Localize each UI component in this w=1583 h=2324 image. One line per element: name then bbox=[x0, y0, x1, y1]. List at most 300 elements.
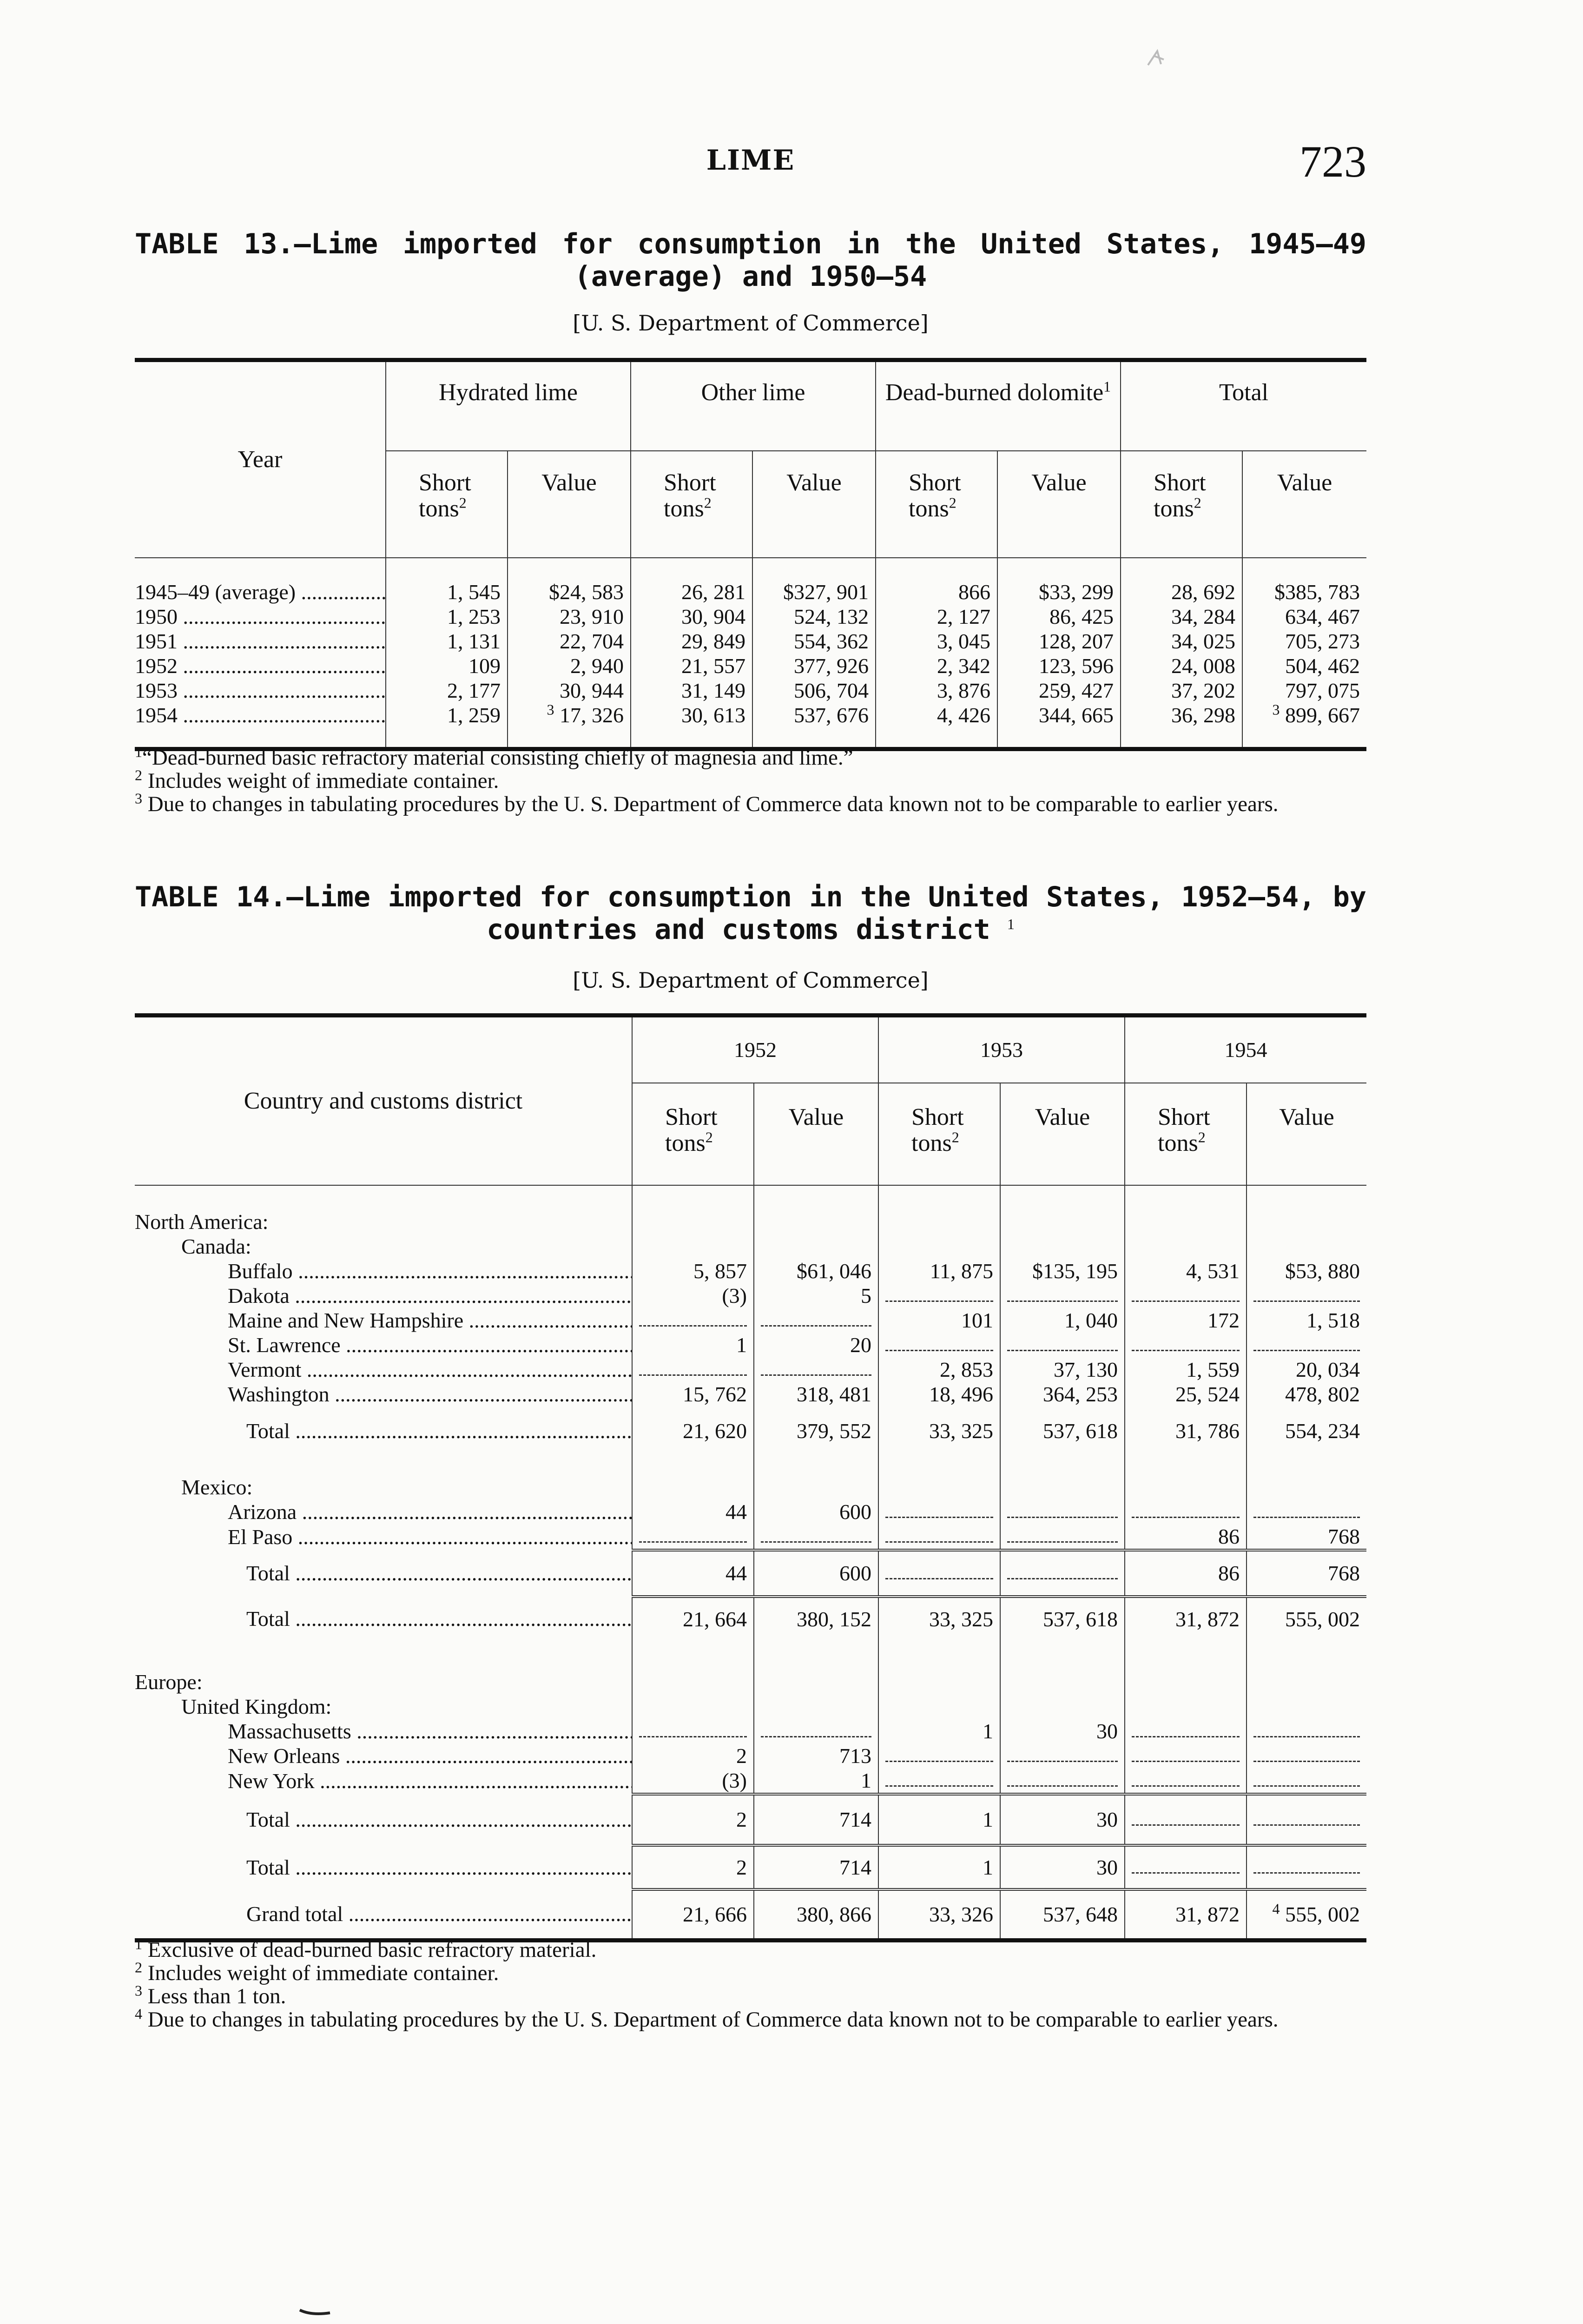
table14-stub-cell bbox=[135, 1357, 632, 1382]
table14-row bbox=[135, 1259, 1366, 1283]
table13-subheader-short bbox=[631, 451, 752, 558]
table14-row bbox=[135, 1845, 1366, 1889]
table14-cell bbox=[878, 1743, 1000, 1768]
table14-cell bbox=[1125, 1719, 1247, 1743]
table13-row bbox=[135, 703, 1366, 749]
table14-footnote bbox=[135, 2005, 1366, 2032]
table14-empty-dash bbox=[761, 1314, 871, 1327]
table14-value: 1 bbox=[736, 1333, 747, 1357]
table14-subheader-value: Value bbox=[1247, 1083, 1366, 1185]
table13-cell bbox=[752, 558, 876, 604]
table14-cell bbox=[1000, 1283, 1125, 1308]
table14-empty-dash bbox=[1253, 1750, 1360, 1762]
table13-subheader-value: Value bbox=[1242, 451, 1366, 558]
table13-cell bbox=[876, 629, 997, 654]
table14-empty-dash bbox=[1253, 1774, 1360, 1787]
table14-value: 21, 666 bbox=[683, 1902, 747, 1927]
table14-cell bbox=[878, 1719, 1000, 1743]
table13-cell bbox=[386, 558, 508, 604]
table14-empty-dash bbox=[1007, 1289, 1118, 1302]
table13-cell bbox=[508, 558, 631, 604]
table14-cell bbox=[754, 1406, 878, 1455]
table14-value: 31, 786 bbox=[1175, 1419, 1240, 1443]
table14-value: 11, 875 bbox=[930, 1259, 993, 1283]
table13-subheader-value: Value bbox=[752, 451, 876, 558]
table14-empty-dash bbox=[1007, 1530, 1118, 1543]
table14-footnote-mark: 1 bbox=[135, 1935, 142, 1953]
table13-value: 634, 467 bbox=[1285, 604, 1360, 628]
table14-stub-cell bbox=[135, 1406, 632, 1455]
table14-value: 1, 040 bbox=[1064, 1308, 1118, 1332]
table14-value: 37, 130 bbox=[1054, 1357, 1118, 1381]
table13-cell bbox=[1121, 558, 1242, 604]
table14-cell bbox=[1247, 1768, 1366, 1794]
table14-empty-dash bbox=[1132, 1289, 1240, 1302]
table14-cell bbox=[1247, 1719, 1366, 1743]
table13-subheader-short-label: Short tons bbox=[1154, 469, 1206, 522]
table13-year-header: Year bbox=[135, 360, 386, 558]
table14-cell bbox=[1247, 1259, 1366, 1283]
table14-cell bbox=[632, 1845, 754, 1889]
table13-footnote-ref: 3 bbox=[1272, 701, 1280, 718]
table13-cell bbox=[1121, 654, 1242, 678]
table14-cell bbox=[1247, 1333, 1366, 1357]
table14-value: 1 bbox=[983, 1855, 993, 1879]
table14-cell bbox=[878, 1283, 1000, 1308]
table14-value: 768 bbox=[1328, 1561, 1360, 1585]
table13-value: 21, 557 bbox=[681, 654, 745, 678]
table14-value: 21, 664 bbox=[683, 1607, 747, 1631]
table14-cell bbox=[1125, 1524, 1247, 1550]
table13-group-dolomite bbox=[876, 360, 1121, 451]
table13-cell bbox=[631, 703, 752, 749]
table13-cell bbox=[1121, 629, 1242, 654]
table14-group-label bbox=[135, 1694, 632, 1719]
table13-cell bbox=[997, 703, 1121, 749]
table13-value: 1, 253 bbox=[447, 604, 501, 628]
table14-cell bbox=[1247, 1889, 1366, 1941]
table13-caption-line1: TABLE 13.—Lime imported for consumption in the United States, 1945–49 bbox=[135, 228, 1366, 260]
table13-cell bbox=[876, 604, 997, 629]
table14-empty-cell bbox=[1125, 1694, 1247, 1719]
table14-empty-cell bbox=[1247, 1641, 1366, 1694]
table14-caption-line1: TABLE 14.—Lime imported for consumption in the United States, 1952–54, by bbox=[135, 881, 1366, 913]
table14-empty-cell bbox=[1247, 1455, 1366, 1499]
table14-stub-cell bbox=[135, 1794, 632, 1845]
table14-value: 555, 002 bbox=[1285, 1607, 1360, 1631]
table13-cell bbox=[752, 629, 876, 654]
table13-value: 1, 259 bbox=[447, 703, 501, 727]
table14-footnote bbox=[135, 1982, 1366, 2008]
table14-cell bbox=[1247, 1308, 1366, 1333]
table14-cell bbox=[632, 1889, 754, 1941]
table14-cell bbox=[1247, 1845, 1366, 1889]
table14-cell bbox=[878, 1382, 1000, 1406]
table14-group-label-text: Mexico: bbox=[181, 1475, 253, 1499]
table13-value: 30, 904 bbox=[681, 604, 745, 628]
table14-subheader-short-label: Short tons bbox=[911, 1103, 964, 1156]
table13-year: 1950 bbox=[135, 604, 178, 628]
table14-group-label-text: Canada: bbox=[181, 1234, 251, 1258]
table13-year-cell bbox=[135, 703, 386, 749]
table14-cell bbox=[1000, 1499, 1125, 1524]
table13-cell bbox=[1242, 703, 1366, 749]
table14-footnote-mark: 3 bbox=[135, 1982, 142, 1999]
table13-group-hydrated: Hydrated lime bbox=[386, 360, 631, 451]
table14-cell bbox=[1000, 1406, 1125, 1455]
table13-footnote-ref: 3 bbox=[547, 701, 554, 718]
table13-cell bbox=[1121, 678, 1242, 703]
table13-cell bbox=[386, 703, 508, 749]
table14-year-header: 1952 bbox=[632, 1016, 878, 1083]
table14-cell bbox=[1247, 1550, 1366, 1597]
table14-empty-cell bbox=[1125, 1455, 1247, 1499]
table14-empty-dash bbox=[885, 1505, 993, 1518]
table13-cell bbox=[508, 703, 631, 749]
table14-cell bbox=[632, 1524, 754, 1550]
table14-value: $61, 046 bbox=[797, 1259, 871, 1283]
table14-cell bbox=[878, 1794, 1000, 1845]
table14-empty-cell bbox=[1247, 1694, 1366, 1719]
table13-cell bbox=[1242, 654, 1366, 678]
table14-cell bbox=[1247, 1597, 1366, 1641]
table14-empty-cell bbox=[632, 1694, 754, 1719]
table14-value: 555, 002 bbox=[1285, 1902, 1360, 1927]
table14-value: 380, 152 bbox=[797, 1607, 871, 1631]
table14 bbox=[135, 1013, 1366, 1942]
table14-cell bbox=[1125, 1550, 1247, 1597]
table14-value: 5, 857 bbox=[693, 1259, 747, 1283]
table14-empty-cell bbox=[878, 1694, 1000, 1719]
table14-empty-cell bbox=[1000, 1455, 1125, 1499]
table13-value: 36, 298 bbox=[1171, 703, 1236, 727]
table13-cell bbox=[1121, 604, 1242, 629]
table14-row bbox=[135, 1357, 1366, 1382]
page-number: 723 bbox=[1299, 137, 1366, 186]
table14-value: 537, 618 bbox=[1043, 1607, 1118, 1631]
table14-stub-label: New Orleans bbox=[228, 1743, 340, 1768]
table14-value: 2 bbox=[736, 1808, 747, 1831]
table13-cell bbox=[1242, 678, 1366, 703]
table14-empty-dash bbox=[639, 1363, 747, 1376]
table13-cell bbox=[386, 678, 508, 703]
table14-cell bbox=[632, 1550, 754, 1597]
table13-value: 37, 202 bbox=[1171, 678, 1236, 702]
table14-empty-cell bbox=[1000, 1641, 1125, 1694]
table14-stub-cell bbox=[135, 1597, 632, 1641]
table14-cell bbox=[878, 1524, 1000, 1550]
table14-empty-dash bbox=[1132, 1505, 1240, 1518]
table13-subheader-short bbox=[1121, 451, 1242, 558]
table14-subheader-value: Value bbox=[1000, 1083, 1125, 1185]
stray-mark bbox=[297, 2305, 335, 2319]
table14-cell bbox=[754, 1845, 878, 1889]
table13-cell bbox=[876, 703, 997, 749]
table13-year: 1953 bbox=[135, 678, 178, 702]
table14-cell bbox=[754, 1768, 878, 1794]
table13-caption bbox=[135, 228, 1366, 293]
table14-value: 21, 620 bbox=[683, 1419, 747, 1443]
table14-empty-dash bbox=[1132, 1339, 1240, 1351]
table14-cell bbox=[878, 1499, 1000, 1524]
table14-stub-cell bbox=[135, 1333, 632, 1357]
table13-cell bbox=[997, 654, 1121, 678]
table14-row bbox=[135, 1524, 1366, 1550]
table13-value: 109 bbox=[468, 654, 501, 678]
table13-footnote-mark: 2 bbox=[135, 766, 142, 784]
table14-cell bbox=[1000, 1743, 1125, 1768]
table14-cell bbox=[754, 1357, 878, 1382]
table14-footnote-text: Exclusive of dead-burned basic refractory material. bbox=[147, 1938, 597, 1962]
table14-value: 380, 866 bbox=[797, 1902, 871, 1927]
table13-footnote-text: Due to changes in tabulating procedures by the U. S. Department of Commerce data known not to be comparable to earlier years. bbox=[147, 792, 1279, 816]
table13-value: 866 bbox=[958, 580, 991, 604]
table14-group-label-text: United Kingdom: bbox=[181, 1694, 332, 1718]
table14-empty-cell bbox=[878, 1234, 1000, 1259]
table14-empty-dash bbox=[1253, 1813, 1360, 1826]
table14-grand-total-row bbox=[135, 1889, 1366, 1941]
table13-value: 504, 462 bbox=[1285, 654, 1360, 678]
table14-empty-dash bbox=[1007, 1567, 1118, 1579]
table13-cell bbox=[631, 629, 752, 654]
table14-empty-cell bbox=[1247, 1234, 1366, 1259]
table14-value: 33, 325 bbox=[929, 1419, 993, 1443]
table14-caption bbox=[135, 881, 1366, 946]
table13-value: 30, 613 bbox=[681, 703, 745, 727]
table14-empty-dash bbox=[1132, 1750, 1240, 1762]
table14-row bbox=[135, 1499, 1366, 1524]
table14-empty-dash bbox=[1253, 1289, 1360, 1302]
table13-group-other: Other lime bbox=[631, 360, 876, 451]
page-header-title: LIME bbox=[706, 144, 795, 177]
table14-empty-dash bbox=[1007, 1505, 1118, 1518]
table14-stub-label: Massachusetts bbox=[228, 1719, 351, 1743]
stray-mark bbox=[1143, 42, 1171, 74]
table14-value: 15, 762 bbox=[683, 1382, 747, 1406]
table14-value: 44 bbox=[726, 1561, 747, 1585]
table14-stub-label: Dakota bbox=[228, 1283, 290, 1307]
table13-subheader-value: Value bbox=[997, 451, 1121, 558]
table14-value: 379, 552 bbox=[797, 1419, 871, 1443]
table13-cell bbox=[997, 678, 1121, 703]
table13-cell bbox=[631, 654, 752, 678]
table14-value: 2 bbox=[736, 1855, 747, 1879]
table14-value: 768 bbox=[1328, 1524, 1360, 1548]
table14-cell bbox=[1247, 1382, 1366, 1406]
table14-value: 20 bbox=[850, 1333, 871, 1357]
table13-value: 34, 284 bbox=[1171, 604, 1236, 628]
table14-caption-note: 1 bbox=[1007, 916, 1015, 932]
table14-cell bbox=[754, 1308, 878, 1333]
table13-value: 1, 545 bbox=[447, 580, 501, 604]
table14-row bbox=[135, 1283, 1366, 1308]
table14-empty-cell bbox=[632, 1455, 754, 1499]
table14-body bbox=[135, 1185, 1366, 1941]
table14-footnote-text: Less than 1 ton. bbox=[147, 1984, 286, 2008]
table13-cell bbox=[1242, 604, 1366, 629]
table14-value: 31, 872 bbox=[1175, 1902, 1240, 1927]
table14-empty-cell bbox=[878, 1455, 1000, 1499]
table14-cell bbox=[878, 1308, 1000, 1333]
table14-stub-label: Grand total bbox=[246, 1901, 343, 1926]
table14-footnote-mark: 4 bbox=[135, 2005, 142, 2022]
table14-year-header: 1953 bbox=[878, 1016, 1125, 1083]
table13-footnote-ref: 2 bbox=[1194, 494, 1201, 511]
table13-cell bbox=[508, 604, 631, 629]
table14-subheader-short bbox=[632, 1083, 754, 1185]
table14-cell bbox=[754, 1499, 878, 1524]
table14-empty-dash bbox=[885, 1530, 993, 1543]
table14-value: 600 bbox=[839, 1561, 871, 1585]
table14-stub-label: St. Lawrence bbox=[228, 1333, 341, 1357]
table14-caption-line2-text: countries and customs district bbox=[487, 913, 990, 946]
table13-value: 22, 704 bbox=[560, 629, 624, 653]
table14-footnote-ref: 2 bbox=[705, 1129, 713, 1146]
table13-cell bbox=[1121, 703, 1242, 749]
table14-empty-dash bbox=[1007, 1339, 1118, 1351]
table14-stub-cell bbox=[135, 1845, 632, 1889]
table14-empty-cell bbox=[878, 1641, 1000, 1694]
table14-empty-dash bbox=[1007, 1774, 1118, 1787]
table14-value: 4, 531 bbox=[1186, 1259, 1240, 1283]
table13-value: 344, 665 bbox=[1039, 703, 1114, 727]
table14-cell bbox=[632, 1382, 754, 1406]
table14-cell bbox=[1000, 1524, 1125, 1550]
table14-cell bbox=[754, 1259, 878, 1283]
table13-year: 1954 bbox=[135, 703, 178, 727]
table13-value: $327, 901 bbox=[783, 580, 869, 604]
table14-footnote-text: Due to changes in tabulating procedures by the U. S. Department of Commerce data known not to be comparable to earlier years. bbox=[147, 2007, 1279, 2032]
table13-value: 29, 849 bbox=[681, 629, 745, 653]
table13-cell bbox=[508, 654, 631, 678]
table14-group-label bbox=[135, 1185, 632, 1234]
table14-stub-label: Total bbox=[246, 1419, 290, 1443]
table13-cell bbox=[876, 654, 997, 678]
table14-empty-dash bbox=[1007, 1750, 1118, 1762]
table13-caption-line2: (average) and 1950–54 bbox=[574, 260, 927, 293]
table14-cell bbox=[754, 1597, 878, 1641]
table14-empty-dash bbox=[885, 1289, 993, 1302]
table14-cell bbox=[754, 1743, 878, 1768]
table13-row bbox=[135, 678, 1366, 703]
table14-value: 44 bbox=[726, 1499, 747, 1524]
table13-value: 26, 281 bbox=[681, 580, 745, 604]
table13-value: 377, 926 bbox=[794, 654, 869, 678]
table14-stub-cell bbox=[135, 1283, 632, 1308]
table13-value: 3, 876 bbox=[937, 678, 991, 702]
table14-cell bbox=[1000, 1889, 1125, 1941]
table14-empty-cell bbox=[1125, 1185, 1247, 1234]
table14-stub-label: Buffalo bbox=[228, 1259, 293, 1283]
table13-cell bbox=[876, 678, 997, 703]
table14-empty-dash bbox=[885, 1750, 993, 1762]
table13-cell bbox=[631, 604, 752, 629]
table14-value: 537, 648 bbox=[1043, 1902, 1118, 1927]
table14-stub-cell bbox=[135, 1382, 632, 1406]
table14-value: 30 bbox=[1096, 1719, 1118, 1743]
table14-stub-cell bbox=[135, 1550, 632, 1597]
table14-cell bbox=[1125, 1357, 1247, 1382]
table13-value: $385, 783 bbox=[1274, 580, 1360, 604]
table14-value: 33, 326 bbox=[929, 1902, 993, 1927]
table14-empty-cell bbox=[754, 1234, 878, 1259]
table14-cell bbox=[878, 1889, 1000, 1941]
table14-empty-dash bbox=[761, 1530, 871, 1543]
table14-empty-cell bbox=[632, 1234, 754, 1259]
table13-footnote-text: “Dead-burned basic refractory material consisting chiefly of magnesia and lime.” bbox=[142, 746, 853, 770]
table14-row bbox=[135, 1743, 1366, 1768]
table14-value: 101 bbox=[961, 1308, 993, 1332]
table14-cell bbox=[1000, 1719, 1125, 1743]
table14-footnote-mark: 2 bbox=[135, 1959, 142, 1976]
table14-cell bbox=[632, 1794, 754, 1845]
table14-empty-cell bbox=[632, 1641, 754, 1694]
table14-row bbox=[135, 1333, 1366, 1357]
table13-value: $24, 583 bbox=[549, 580, 624, 604]
running-header bbox=[135, 139, 1366, 191]
table13-value: 2, 342 bbox=[937, 654, 991, 678]
table13-footnote-ref: 2 bbox=[949, 494, 956, 511]
table14-footnote-ref: 2 bbox=[951, 1129, 959, 1146]
table13-value: 899, 667 bbox=[1285, 703, 1360, 727]
table14-cell bbox=[1125, 1889, 1247, 1941]
table14-empty-dash bbox=[885, 1567, 993, 1579]
table13-cell bbox=[386, 629, 508, 654]
table14-cell bbox=[878, 1597, 1000, 1641]
table14-stub-label: Total bbox=[246, 1808, 290, 1831]
table13-value: 705, 273 bbox=[1285, 629, 1360, 653]
table14-value: 714 bbox=[839, 1855, 871, 1879]
table14-row bbox=[135, 1597, 1366, 1641]
table14-empty-cell bbox=[878, 1185, 1000, 1234]
table14-value: 1, 518 bbox=[1306, 1308, 1360, 1332]
table14-cell bbox=[1125, 1259, 1247, 1283]
table14-cell bbox=[1247, 1406, 1366, 1455]
table14-row bbox=[135, 1308, 1366, 1333]
table14-value: 554, 234 bbox=[1285, 1419, 1360, 1443]
table13-cell bbox=[508, 629, 631, 654]
table14-cell bbox=[754, 1889, 878, 1941]
table14-group-label-text: Europe: bbox=[135, 1670, 203, 1694]
table14-footnote bbox=[135, 1935, 1366, 1962]
table14-cell bbox=[632, 1259, 754, 1283]
table14-cell bbox=[1247, 1524, 1366, 1550]
table14-subheader-short bbox=[1125, 1083, 1247, 1185]
table13-footnote-ref: 2 bbox=[704, 494, 712, 511]
table13-subheader-short bbox=[876, 451, 997, 558]
table13-value: 554, 362 bbox=[794, 629, 869, 653]
table14-empty-cell bbox=[1125, 1641, 1247, 1694]
table14-cell bbox=[1125, 1283, 1247, 1308]
table13-value: 259, 427 bbox=[1039, 678, 1114, 702]
table13-cell bbox=[386, 604, 508, 629]
table13-row bbox=[135, 654, 1366, 678]
table14-cell bbox=[1247, 1743, 1366, 1768]
table13-footnote-ref: 2 bbox=[459, 494, 467, 511]
table14-footnotes bbox=[135, 1935, 1366, 2032]
table14-empty-dash bbox=[639, 1314, 747, 1327]
table14-stub-cell bbox=[135, 1768, 632, 1794]
table14-cell bbox=[632, 1499, 754, 1524]
table13-year: 1952 bbox=[135, 654, 178, 678]
table13-footnote bbox=[135, 766, 1366, 793]
table13-cell bbox=[631, 558, 752, 604]
table14-stub-label: El Paso bbox=[228, 1525, 293, 1549]
table13-value: 1, 131 bbox=[447, 629, 501, 653]
table14-row bbox=[135, 1382, 1366, 1406]
table14-cell bbox=[878, 1550, 1000, 1597]
table14-empty-dash bbox=[1253, 1861, 1360, 1874]
